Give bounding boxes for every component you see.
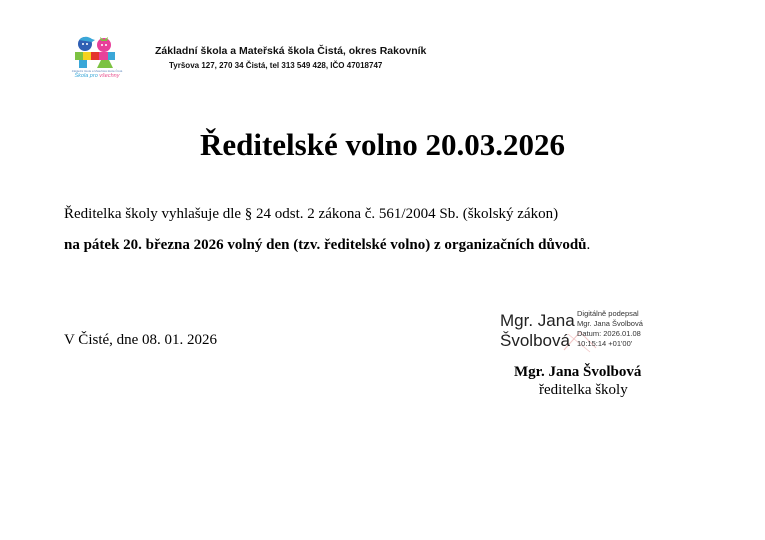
announcement-details: na pátek 20. března 2026 volný den (tzv. ředitelské volno) z organizačních důvodů. — [64, 237, 591, 253]
logo-motto: Škola pro všechny — [74, 73, 120, 79]
school-logo-children-icon — [71, 34, 123, 72]
signature-name: Mgr. Jana Švolbová — [500, 311, 575, 350]
signature-details: Digitálně podepsal Mgr. Jana Švolbová Datum: 2026.01.08 10:15:14 +01'00' — [577, 309, 643, 348]
announcement-paragraph: Ředitelka školy vyhlašuje dle § 24 odst. 2 zákona č. 561/2004 Sb. (školský zákon) — [64, 206, 559, 222]
digital-signature[interactable] — [500, 308, 670, 356]
place-date: V Čisté, dne 08. 01. 2026 — [64, 332, 218, 348]
signer-role: ředitelka školy — [539, 382, 628, 398]
logo-caption — [70, 70, 124, 80]
announcement-details-bold: na pátek 20. března 2026 volný den (tzv. ředitelské volno) z organizačních důvodů — [64, 237, 587, 253]
signer-name: Mgr. Jana Švolbová — [514, 364, 642, 380]
logo-caption-small: Základní škola a Mateřská škola Čistá — [71, 69, 123, 73]
school-address: Tyršova 127, 270 34 Čistá, tel 313 549 428, IČO 47018747 — [169, 61, 383, 70]
school-name: Základní škola a Mateřská škola Čistá, okres Rakovník — [155, 45, 427, 57]
document-title: Ředitelské volno 20.03.2026 — [199, 127, 566, 162]
